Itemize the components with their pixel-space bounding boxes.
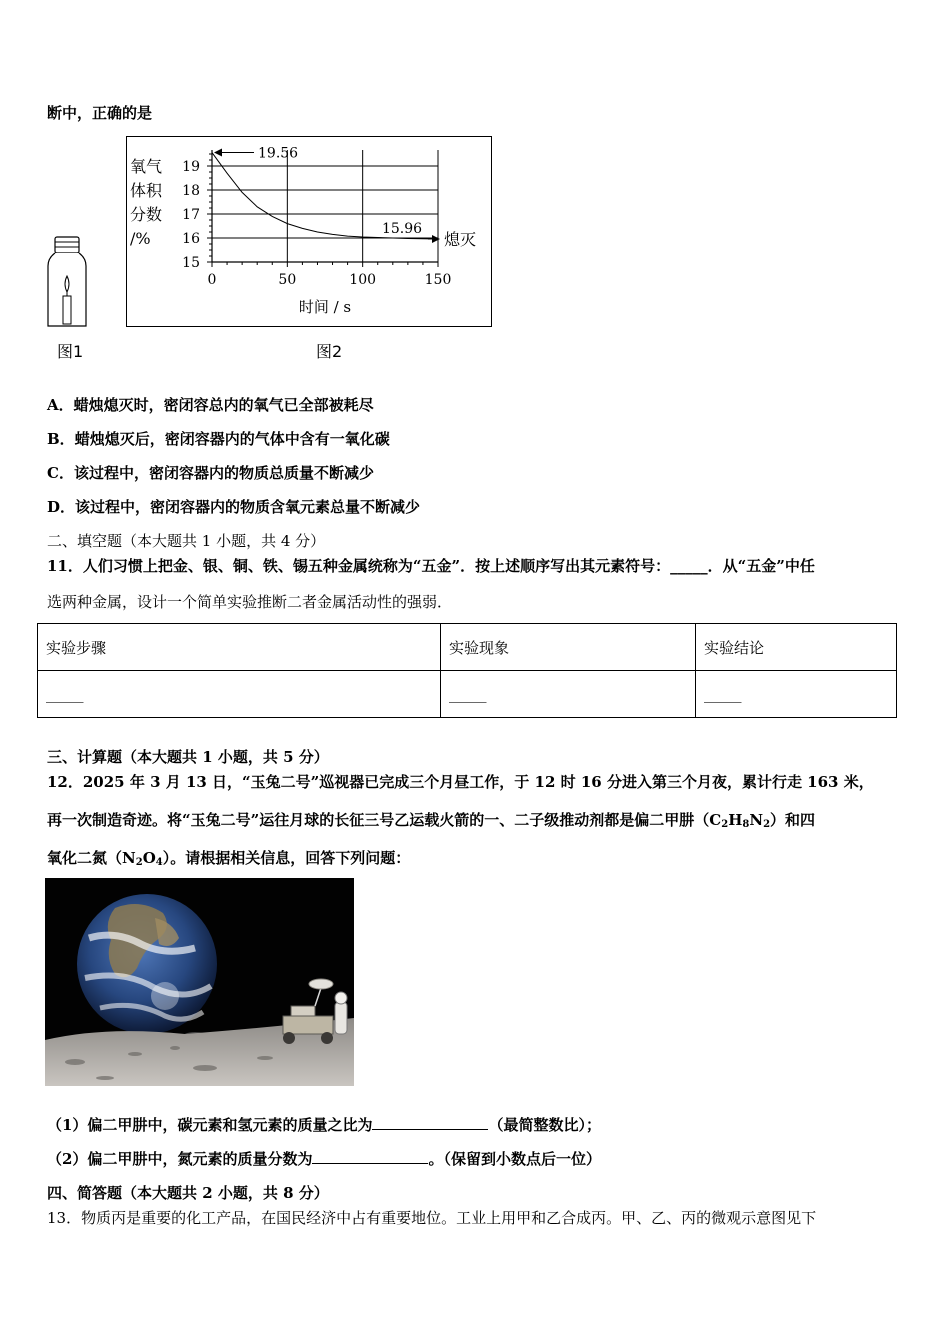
question-13-line-1: 13．物质丙是重要的化工产品，在国民经济中占有重要地位。工业上用甲和乙合成丙。甲、乙、丙的微观示意图见下 (47, 1209, 817, 1227)
option-b: B．蜡烛熄灭后，密闭容器内的气体中含有一氧化碳 (47, 430, 390, 448)
y-axis-label: 体积 (130, 181, 163, 200)
section-2-heading: 二、填空题（本大题共 1 小题，共 4 分） (47, 532, 326, 550)
x-tick-label: 0 (207, 272, 217, 288)
formula-c2h8n2: $C_2H_8N_2$ (709, 811, 771, 830)
x-tick-label: 150 (424, 272, 452, 288)
experiment-table (37, 623, 897, 718)
y-tick-label: 18 (182, 183, 200, 199)
answer-blank-1[interactable] (372, 1115, 488, 1130)
earth-moon-photo (45, 878, 354, 1086)
answer-blank-2[interactable] (312, 1149, 428, 1164)
table-cell: _____ (38, 671, 441, 718)
extinguish-label: 熄灭 (444, 229, 477, 249)
section-3-heading: 三、计算题（本大题共 1 小题，共 5 分） (47, 748, 329, 766)
question-12-line-3: 氧化二氮$(N_2O_4)$。请根据相关信息，回答下列问题： (47, 849, 411, 868)
y-axis-label: 氧气 (130, 157, 163, 176)
x-tick-label: 50 (278, 272, 297, 288)
option-c: C．该过程中，密闭容器内的物质总质量不断减少 (47, 464, 374, 482)
y-axis-label: /% (130, 229, 151, 248)
table-header-row (38, 624, 897, 671)
question-11-line-1: 11．人们习惯上把金、银、铜、铁、锡五种金属统称为“五金”．按上述顺序写出其元素符号：_____．从“五金”中任 (47, 557, 815, 575)
y-axis-label: 分数 (130, 205, 163, 224)
figure-1 (46, 236, 90, 334)
y-tick-label: 15 (182, 255, 200, 271)
question-12-sub-2: （2）偏二甲肼中，氮元素的质量分数为 。（保留到小数点后一位） (47, 1150, 601, 1168)
option-d: D．该过程中，密闭容器内的物质含氧元素总量不断减少 (47, 498, 421, 516)
table-header-cell: 实验步骤 (38, 624, 441, 671)
end-annotation-label: 15.96 (381, 220, 423, 237)
question-11-line-2: 选两种金属，设计一个简单实验推断二者金属活动性的强弱． (47, 593, 453, 611)
bottle-candle-illustration (46, 236, 90, 330)
section-4-heading: 四、简答题（本大题共 2 小题，共 8 分） (47, 1184, 329, 1202)
table-header-cell: 实验结论 (696, 624, 897, 671)
oxygen-line-chart (126, 136, 492, 327)
table-header-cell: 实验现象 (441, 624, 696, 671)
x-tick-label: 100 (349, 272, 377, 288)
formula-n2o4: $N_2O_4$ (122, 849, 163, 868)
table-row (38, 671, 897, 718)
question-12-line-2: 再一次制造奇迹。将“玉兔二号”运往月球的长征三号乙运载火箭的一、二子级推动剂都是偏二甲肼$(C_2H_8N_2)$和四 (47, 811, 816, 830)
y-tick-label: 16 (182, 231, 200, 247)
question-12-sub-1: （1）偏二甲肼中，碳元素和氢元素的质量之比为 （最简整数比）； (47, 1116, 601, 1134)
table-cell: _____ (696, 671, 897, 718)
start-annotation-arrow-head (214, 149, 222, 157)
option-a: A．蜡烛熄灭时，密闭容总内的氧气已全部被耗尽 (47, 396, 374, 414)
x-axis-label: 时间 / s (298, 298, 352, 316)
y-tick-label: 17 (182, 207, 200, 223)
start-annotation-label: 19.56 (258, 145, 299, 162)
y-tick-label: 19 (182, 159, 200, 175)
question-12-line-1: 12．2025 年 3 月 13 日，“玉兔二号”巡视器已完成三个月昼工作，于 12 时 16 分进入第三个月夜，累计行走 163 米， (47, 773, 874, 791)
table-cell: _____ (441, 671, 696, 718)
end-annotation-arrow-head (432, 235, 440, 243)
intro-text: 断中，正确的是 (47, 104, 153, 122)
figure-2-label: 图2 (316, 342, 343, 361)
figure-1-label: 图1 (57, 342, 84, 361)
